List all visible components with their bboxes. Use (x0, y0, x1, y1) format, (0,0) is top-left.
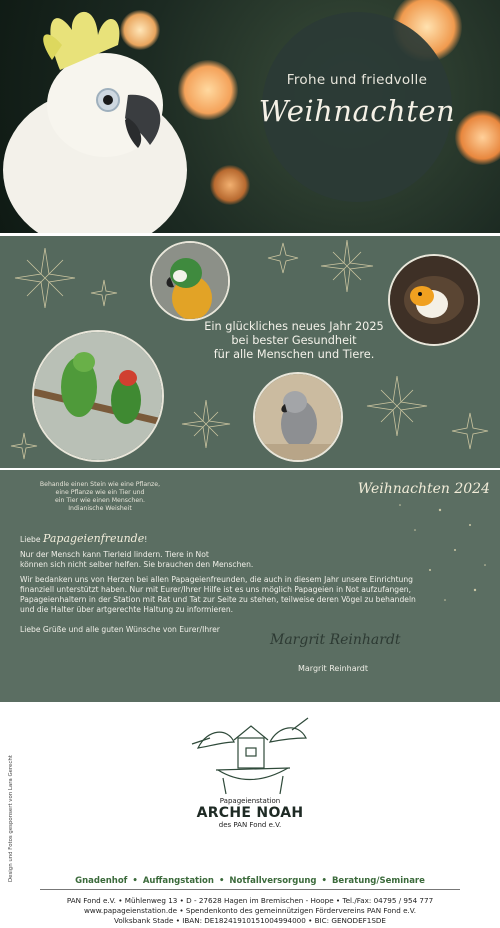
salutation-suffix: ! (144, 535, 148, 544)
caique-photo (388, 254, 480, 346)
service-separator: • (321, 876, 327, 886)
christmas-year-title: Weihnachten 2024 (357, 481, 490, 497)
new-year-line: bei bester Gesundheit (231, 334, 357, 347)
cockatoo-illustration (0, 0, 230, 233)
paragraph-line: Wir bedanken uns von Herzen bei allen Papageienfreunden, die auch in diesem Jahr unsere Einrichtung (20, 575, 414, 584)
station-label: Papageienstation (219, 797, 281, 805)
paragraph-line: finanziell unterstützt haben. Nur mit Eurer/Ihrer Hilfe ist es uns möglich Papageien in Not aufzufangen, (20, 585, 412, 594)
paragraph-2 (20, 575, 490, 615)
paragraph-line: Papageienhaltern in der Station mit Rat und Tat zur Seite zu stehen, teilweise deren Vögel zu behandeln (20, 595, 416, 604)
macaw-photo (150, 241, 230, 321)
services-line (30, 876, 470, 886)
grey-parrot-photo (253, 372, 343, 462)
salutation-prefix: Liebe (20, 535, 41, 544)
address-line: PAN Fond e.V. • Mühlenweg 13 • D - 27628 Hagen im Bremischen - Hoope • Tel./Fax: 04795 / 954 777 (66, 896, 434, 905)
greeting-title: Weihnachten (258, 94, 456, 128)
handwritten-signature: Margrit Reinhardt (270, 632, 401, 648)
quote-block (30, 481, 170, 513)
new-year-line: für alle Menschen und Tiere. (213, 348, 375, 361)
service-separator: • (132, 876, 138, 886)
quote-line: ein Tier wie einen Menschen. (54, 497, 146, 504)
salutation-name: Papageienfreunde (42, 532, 145, 545)
service-item: Beratung/Seminare (331, 876, 425, 886)
footer-divider (40, 889, 460, 890)
bank-line: Volksbank Stade • IBAN: DE18241910151004994000 • BIC: GENODEF1SDE (114, 916, 386, 925)
credit-text: Design und Fotos gesponsert von Lara Gerecht (8, 755, 14, 882)
amazon-parrots-photo (32, 330, 164, 462)
service-item: Gnadenhof (75, 876, 128, 886)
quote-source: Indianische Weisheit (68, 505, 132, 512)
photo-credit (8, 722, 20, 887)
paragraph-line: Nur der Mensch kann Tierleid lindern. Tiere in Not (20, 550, 209, 559)
paragraph-line: und die Halter über artgerechte Haltung zu informieren. (20, 605, 234, 614)
greeting-line-1: Frohe und friedvolle (286, 72, 428, 88)
paragraph-1 (20, 550, 490, 570)
hero-photo (0, 0, 500, 233)
new-year-message (196, 320, 392, 362)
closing-line: Liebe Grüße und alle guten Wünsche von Eurer/Ihrer (20, 625, 220, 634)
service-item: Auffangstation (142, 876, 214, 886)
paragraph-line: können sich nicht selber helfen. Sie brauchen den Menschen. (20, 560, 254, 569)
new-year-line: Ein glückliches neues Jahr 2025 (204, 320, 384, 333)
station-name: ARCHE NOAH (196, 805, 304, 821)
service-item: Notfallversorgung (229, 876, 317, 886)
salutation (20, 534, 490, 545)
station-subtitle: des PAN Fond e.V. (218, 821, 282, 829)
signer-name: Margrit Reinhardt (298, 664, 368, 673)
service-separator: • (218, 876, 225, 886)
arche-noah-logo (188, 708, 312, 796)
website-line[interactable]: www.papageienstation.de • Spendenkonto des gemeinnützigen Fördervereins PAN Fond e.V. (83, 906, 417, 915)
quote-line: Behandle einen Stein wie eine Pflanze, (39, 481, 161, 488)
quote-line: eine Pflanze wie ein Tier und (55, 489, 145, 496)
